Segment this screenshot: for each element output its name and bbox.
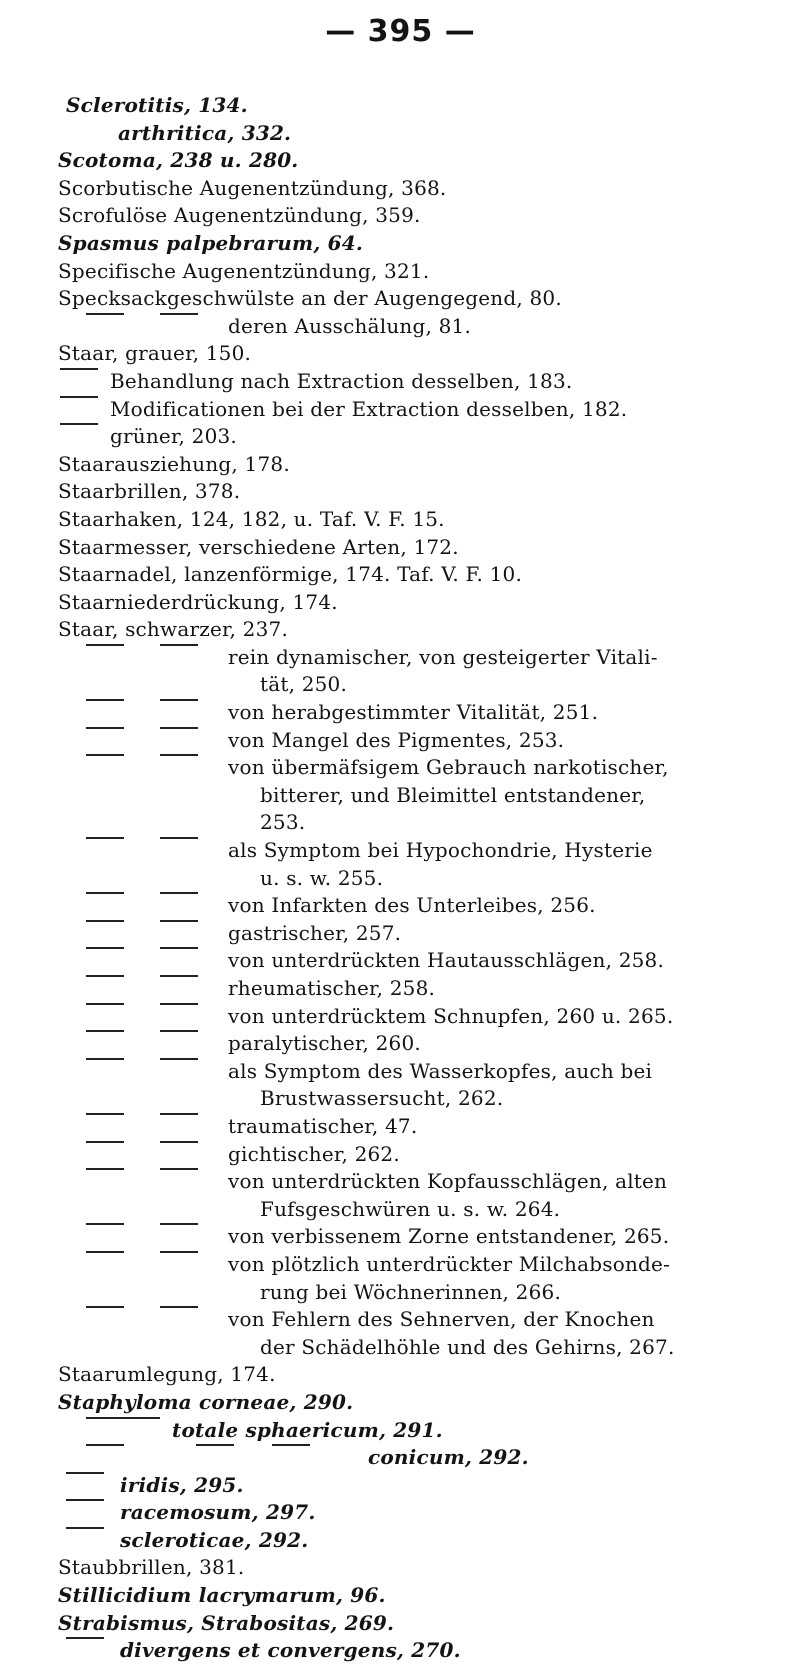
index-entry <box>0 230 801 258</box>
entry-text: von Infarkten des Unterleibes, 256. <box>228 893 596 918</box>
entry-text: Specksackgeschwülste an der Augengegend, 80. <box>58 286 562 311</box>
ditto-dash <box>86 837 124 839</box>
index-entry <box>0 1417 801 1445</box>
entry-text: Staarhaken, 124, 182, u. Taf. V. F. 15. <box>58 506 445 531</box>
entry-text: Staarbrillen, 378. <box>58 479 241 504</box>
entry-text: Staar, grauer, 150. <box>58 341 252 366</box>
index-entry <box>0 1554 801 1582</box>
entry-text: Stillicidium lacrymarum, 96. <box>58 1583 386 1608</box>
entry-text: paralytischer, 260. <box>228 1031 421 1056</box>
index-entry <box>0 1444 801 1472</box>
entry-text: 253. <box>260 810 306 835</box>
ditto-dash <box>160 754 198 756</box>
entry-text: Fufsgeschwüren u. s. w. 264. <box>260 1196 561 1221</box>
index-entry <box>0 616 801 644</box>
index-entries <box>0 92 801 1665</box>
ditto-dash <box>160 1141 198 1143</box>
ditto-dash <box>86 644 124 646</box>
ditto-dash <box>86 1113 124 1115</box>
index-entry <box>0 1637 801 1665</box>
index-entry <box>0 506 801 534</box>
ditto-dash <box>60 396 98 398</box>
ditto-dash <box>66 1499 104 1501</box>
entry-text: Sclerotitis, 134. <box>66 93 248 117</box>
ditto-dash <box>86 975 124 977</box>
ditto-dash <box>160 1223 198 1225</box>
ditto-dash <box>60 368 98 370</box>
ditto-dash <box>86 1058 124 1060</box>
ditto-dash <box>86 920 124 922</box>
ditto-dash <box>160 892 198 894</box>
entry-text: grüner, 203. <box>110 424 237 449</box>
ditto-dash <box>66 1637 104 1639</box>
index-entry <box>0 285 801 313</box>
index-entry <box>0 1141 801 1169</box>
entry-text: von Mangel des Pigmentes, 253. <box>228 727 565 752</box>
entry-text: iridis, 295. <box>120 1472 244 1497</box>
ditto-dash <box>160 644 198 646</box>
ditto-dash <box>86 1251 124 1253</box>
entry-text: Scorbutische Augenentzündung, 368. <box>58 175 447 200</box>
entry-text: von Fehlern des Sehnerven, der Knochen <box>228 1307 655 1332</box>
index-entry <box>0 975 801 1003</box>
entry-text: Staarniederdrückung, 174. <box>58 589 338 614</box>
entry-text: rheumatischer, 258. <box>228 976 436 1000</box>
entry-text: von unterdrückten Hautausschlägen, 258. <box>228 948 665 973</box>
index-entry <box>0 1306 801 1334</box>
index-entry <box>0 478 801 506</box>
index-entry <box>0 1582 801 1610</box>
index-entry <box>0 754 801 782</box>
index-entry <box>0 1085 801 1113</box>
entry-text: von plötzlich unterdrückter Milchabsonde- <box>228 1251 671 1276</box>
index-entry <box>0 892 801 920</box>
index-entry <box>0 837 801 865</box>
index-entry <box>0 1251 801 1279</box>
ditto-dash <box>66 1472 104 1474</box>
ditto-dash <box>86 1168 124 1170</box>
entry-text: Strabismus, Strabositas, 269. <box>58 1610 395 1635</box>
index-entry <box>0 340 801 368</box>
index-entry <box>0 947 801 975</box>
index-entry <box>0 451 801 479</box>
index-entry <box>0 368 801 396</box>
entry-text: gichtischer, 262. <box>228 1141 400 1166</box>
entry-text: rein dynamischer, von gesteigerter Vitali- <box>228 644 658 669</box>
entry-text: von herabgestimmter Vitalität, 251. <box>228 700 599 725</box>
ditto-dash <box>86 1030 124 1032</box>
entry-text: conicum, 292. <box>368 1445 529 1470</box>
index-entry <box>0 699 801 727</box>
ditto-dash <box>122 1417 160 1419</box>
index-entry <box>0 1196 801 1224</box>
entry-text: Staarumlegung, 174. <box>58 1362 276 1387</box>
ditto-dash <box>86 947 124 949</box>
ditto-dash <box>86 1444 124 1446</box>
index-entry <box>0 1030 801 1058</box>
entry-text: von verbissenem Zorne entstandener, 265. <box>228 1224 670 1249</box>
ditto-dash <box>160 1168 198 1170</box>
index-entry <box>0 1499 801 1527</box>
ditto-dash <box>86 727 124 729</box>
index-entry <box>0 175 801 203</box>
index-entry <box>0 727 801 755</box>
index-entry <box>0 1003 801 1031</box>
page-number: — 395 — <box>325 14 476 49</box>
index-entry <box>0 120 801 148</box>
entry-text: scleroticae, 292. <box>120 1527 309 1552</box>
ditto-dash <box>86 1003 124 1005</box>
index-entry <box>0 782 801 810</box>
entry-text: totale sphaericum, 291. <box>172 1417 443 1442</box>
ditto-dash <box>86 892 124 894</box>
ditto-dash <box>160 837 198 839</box>
entry-text: Staarmesser, verschiedene Arten, 172. <box>58 534 459 559</box>
index-entry <box>0 671 801 699</box>
ditto-dash <box>86 699 124 701</box>
ditto-dash <box>86 1141 124 1143</box>
ditto-dash <box>160 1003 198 1005</box>
index-entry <box>0 865 801 893</box>
ditto-dash <box>86 754 124 756</box>
index-entry <box>0 1279 801 1307</box>
entry-text: Modificationen bei der Extraction desselben, 182. <box>110 396 628 421</box>
ditto-dash <box>86 1306 124 1308</box>
index-entry <box>0 202 801 230</box>
ditto-dash <box>196 1444 234 1446</box>
entry-text: tät, 250. <box>260 672 348 697</box>
entry-text: Scrofulöse Augenentzündung, 359. <box>58 203 421 228</box>
entry-text: Spasmus palpebrarum, 64. <box>58 230 364 255</box>
entry-text: deren Ausschälung, 81. <box>228 313 472 338</box>
index-entry <box>0 1610 801 1638</box>
index-entry <box>0 561 801 589</box>
entry-text: Behandlung nach Extraction desselben, 183. <box>110 368 573 393</box>
entry-text: Staarnadel, lanzenförmige, 174. Taf. V. F. 10. <box>58 562 523 587</box>
ditto-dash <box>66 1527 104 1529</box>
ditto-dash <box>86 1417 124 1419</box>
ditto-dash <box>60 423 98 425</box>
entry-text: als Symptom bei Hypochondrie, Hysterie <box>228 838 653 863</box>
ditto-dash <box>160 920 198 922</box>
ditto-dash <box>86 1223 124 1225</box>
index-entry <box>0 1389 801 1417</box>
index-entry <box>0 644 801 672</box>
ditto-dash <box>160 1251 198 1253</box>
ditto-dash <box>160 947 198 949</box>
index-entry <box>0 147 801 175</box>
entry-text: bitterer, und Bleimittel entstandener, <box>260 782 646 807</box>
index-entry <box>0 1361 801 1389</box>
index-entry <box>0 1527 801 1555</box>
entry-text: der Schädelhöhle und des Gehirns, 267. <box>260 1334 675 1359</box>
index-entry <box>0 1168 801 1196</box>
entry-text: gastrischer, 257. <box>228 920 402 945</box>
index-entry <box>0 1223 801 1251</box>
entry-text: von unterdrücktem Schnupfen, 260 u. 265. <box>228 1003 674 1028</box>
ditto-dash <box>86 313 124 315</box>
entry-text: rung bei Wöchnerinnen, 266. <box>260 1279 561 1304</box>
index-entry <box>0 423 801 451</box>
index-entry <box>0 920 801 948</box>
ditto-dash <box>160 727 198 729</box>
ditto-dash <box>160 1058 198 1060</box>
entry-text: Staarausziehung, 178. <box>58 451 290 476</box>
ditto-dash <box>160 1306 198 1308</box>
index-entry <box>0 92 801 120</box>
index-entry <box>0 589 801 617</box>
ditto-dash <box>160 1030 198 1032</box>
entry-text: divergens et convergens, 270. <box>120 1638 461 1663</box>
index-entry <box>0 1334 801 1362</box>
entry-text: traumatischer, 47. <box>228 1113 418 1138</box>
index-entry <box>0 1472 801 1500</box>
ditto-dash <box>272 1444 310 1446</box>
ditto-dash <box>160 975 198 977</box>
index-entry <box>0 534 801 562</box>
entry-text: Scotoma, 238 u. 280. <box>58 148 299 173</box>
ditto-dash <box>160 1113 198 1115</box>
entry-text: von unterdrückten Kopfausschlägen, alten <box>228 1169 668 1194</box>
index-entry <box>0 313 801 341</box>
index-entry <box>0 809 801 837</box>
entry-text: u. s. w. 255. <box>260 865 384 890</box>
entry-text: Brustwassersucht, 262. <box>260 1086 504 1111</box>
ditto-dash <box>160 313 198 315</box>
entry-text: Staar, schwarzer, 237. <box>58 617 288 642</box>
entry-text: Staubbrillen, 381. <box>58 1555 245 1580</box>
entry-text: arthritica, 332. <box>118 120 292 145</box>
index-entry <box>0 396 801 424</box>
entry-text: Specifische Augenentzündung, 321. <box>58 258 430 283</box>
entry-text: Staphyloma corneae, 290. <box>58 1389 354 1414</box>
ditto-dash <box>160 699 198 701</box>
entry-text: als Symptom des Wasserkopfes, auch bei <box>228 1058 653 1083</box>
index-entry <box>0 1058 801 1086</box>
entry-text: von übermäfsigem Gebrauch narkotischer, <box>228 755 669 780</box>
entry-text: racemosum, 297. <box>120 1500 316 1525</box>
index-entry <box>0 258 801 286</box>
index-entry <box>0 1113 801 1141</box>
